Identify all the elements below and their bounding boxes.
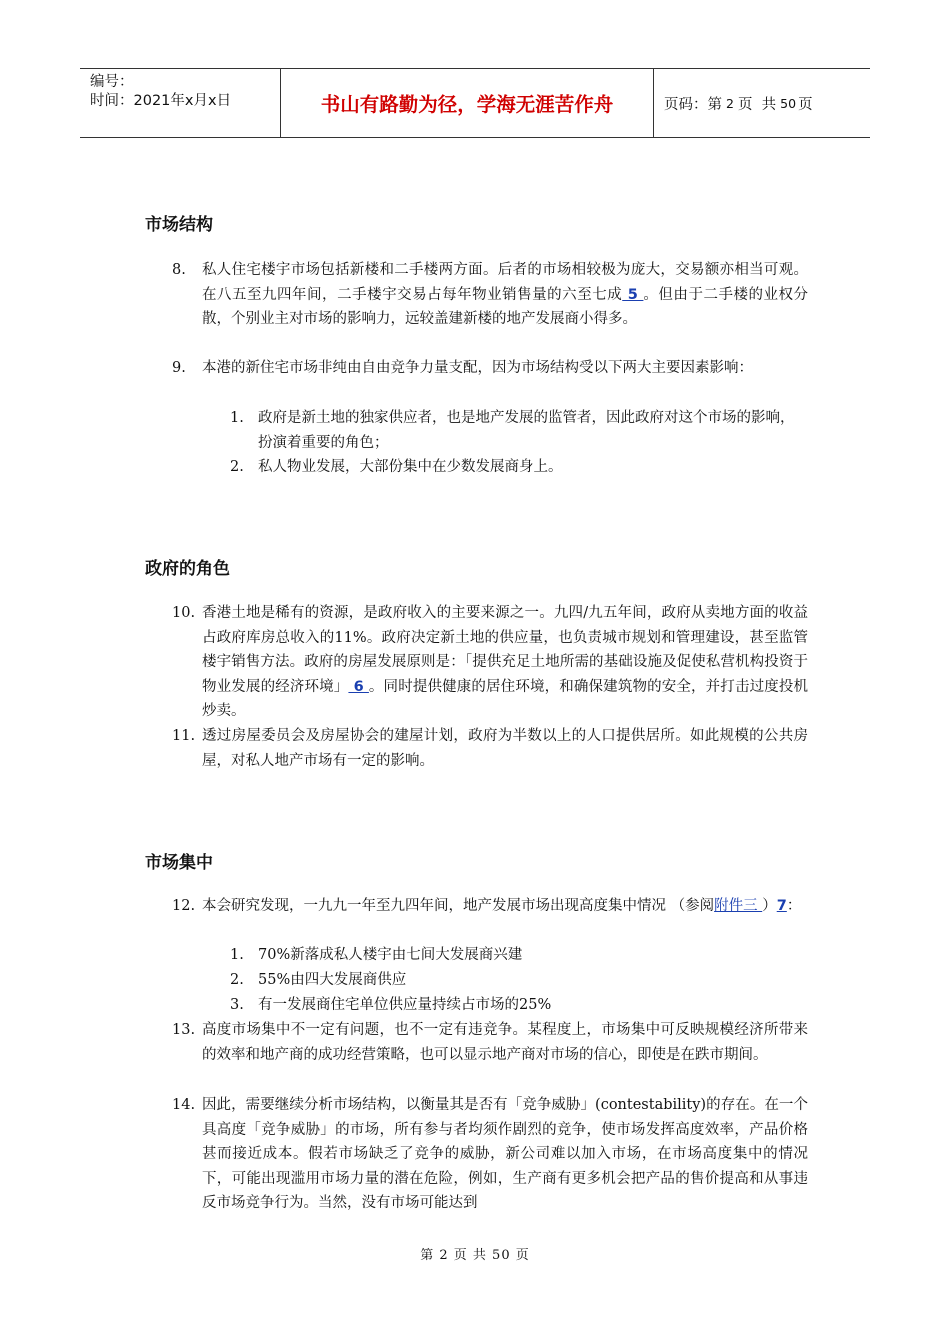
footnote-link-5[interactable]: 5	[622, 286, 644, 303]
list-item-12-2	[230, 968, 808, 993]
paragraph-8	[172, 258, 808, 332]
text-run: 私人住宅楼宇市场包括新楼和二手楼两方面。后者的市场相较极为庞大，交易额亦相当可观。在八五至九四年间，二手楼宇交易占每年物业销售量的六至七成	[202, 262, 808, 303]
page-number: 2	[726, 95, 734, 111]
list-number: 1.	[230, 410, 244, 426]
list-item-9-1	[230, 406, 808, 455]
text-run: 。但由于二手楼的业权分散，个别业主对市场的影响力，远较盖建新楼的地产发展商小得多。	[202, 286, 808, 327]
paragraph-text: 因此，需要继续分析市场结构，以衡量其是否有「竞争威胁」(contestability)的存在。在一个具高度「竞争威胁」的市场，所有参与者均须作剧烈的竞争，使市场发挥高度效率，产品价格甚而接近成本。假若市场缺乏了竞争的威胁，新公司难以加入市场，在市场高度集中的情况下，可能出现滥用市场力量的潜在危险，例如，生产商有更多机会把产品的售价提高和从事违反市场竞争行为。当然，没有市场可能达到	[202, 1097, 808, 1211]
paragraph-text: 本港的新住宅市场非纯由自由竞争力量支配，因为市场结构受以下两大主要因素影响：	[202, 360, 753, 376]
header-meta	[80, 69, 281, 137]
paragraph-text: 高度市场集中不一定有问题，也不一定有违竞争。某程度上，市场集中可反映规模经济所带来的效率和地产商的成功经营策略，也可以显示地产商对市场的信心，即使是在跌市期间。	[202, 1022, 808, 1063]
page-label-a: 页码：第	[664, 96, 722, 113]
paragraph-number: 12.	[172, 898, 196, 914]
paragraph-number: 11.	[172, 728, 196, 744]
list-text: 政府是新土地的独家供应者，也是地产发展的监管者，因此政府对这个市场的影响，扮演着重要的角色；	[258, 410, 795, 451]
page-label-b: 页 共	[737, 96, 777, 113]
paragraph-text: 透过房屋委员会及房屋协会的建屋计划，政府为半数以上的人口提供居所。如此规模的公共房屋，对私人地产市场有一定的影响。	[202, 728, 808, 769]
list-text: 私人物业发展，大部份集中在少数发展商身上。	[258, 459, 563, 475]
paragraph-9	[172, 356, 808, 381]
paragraph-14	[172, 1093, 808, 1216]
appendix-3-link[interactable]: 附件三	[714, 898, 763, 914]
text-run: ：	[786, 898, 802, 914]
footnote-link-7[interactable]: 7	[776, 898, 787, 914]
paragraph-number: 9.	[172, 360, 186, 376]
paragraph-text	[202, 258, 808, 332]
paragraph-number: 14.	[172, 1097, 196, 1113]
paragraph-number: 10.	[172, 605, 196, 621]
page-label-c: 页	[798, 96, 813, 113]
section-title-government-role: 政府的角色	[145, 559, 230, 579]
paragraph-13	[172, 1018, 808, 1067]
text-run: 。同时提供健康的居住环境，和确保建筑物的安全，并打击过度投机炒卖。	[202, 678, 809, 719]
list-number: 3.	[230, 997, 244, 1013]
paragraph-11	[172, 724, 808, 773]
list-text: 有一发展商住宅单位供应量持续占市场的25%	[258, 997, 552, 1013]
paragraph-number: 8.	[172, 262, 186, 278]
doc-id-label: 编号：	[90, 74, 134, 90]
paragraph-10	[172, 601, 808, 724]
section-title-market-structure: 市场结构	[145, 215, 213, 235]
list-item-9-2	[230, 455, 808, 480]
list-text: 70%新落成私人楼宇由七间大发展商兴建	[258, 947, 523, 963]
list-text: 55%由四大发展商供应	[258, 972, 407, 988]
text-run: ）	[762, 898, 777, 914]
section-title-market-concentration: 市场集中	[145, 853, 213, 873]
list-item-12-1	[230, 943, 808, 968]
paragraph-12	[172, 894, 808, 919]
page-total: 50	[780, 95, 797, 111]
text-run: 香港土地是稀有的资源，是政府收入的主要来源之一。九四/九五年间，政府从卖地方面的收益占政府库房总收入的11%。政府决定新土地的供应量，也负责城市规划和管理建设，甚至监管楼宇销售方法。政府的房屋发展原则是：「提供充足土地所需的基础设施及促使私营机构投资于物业发展的经济环境」	[202, 605, 808, 695]
page-header	[80, 68, 870, 138]
header-page-info	[654, 69, 870, 137]
list-number: 2.	[230, 972, 244, 988]
paragraph-number: 13.	[172, 1022, 196, 1038]
list-number: 1.	[230, 947, 244, 963]
page-footer: 第 2 页 共 50 页	[420, 1248, 530, 1263]
paragraph-text	[202, 894, 808, 919]
list-number: 2.	[230, 459, 244, 475]
header-motto: 书山有路勤为径，学海无涯苦作舟	[281, 69, 654, 137]
paragraph-text	[202, 601, 808, 724]
text-run: 本会研究发现，一九九一年至九四年间，地产发展市场出现高度集中情况 （参阅	[202, 898, 715, 914]
doc-time: 时间：2021年x月x日	[90, 93, 232, 109]
list-item-12-3	[230, 993, 808, 1018]
footnote-link-6[interactable]: 6	[348, 678, 369, 695]
